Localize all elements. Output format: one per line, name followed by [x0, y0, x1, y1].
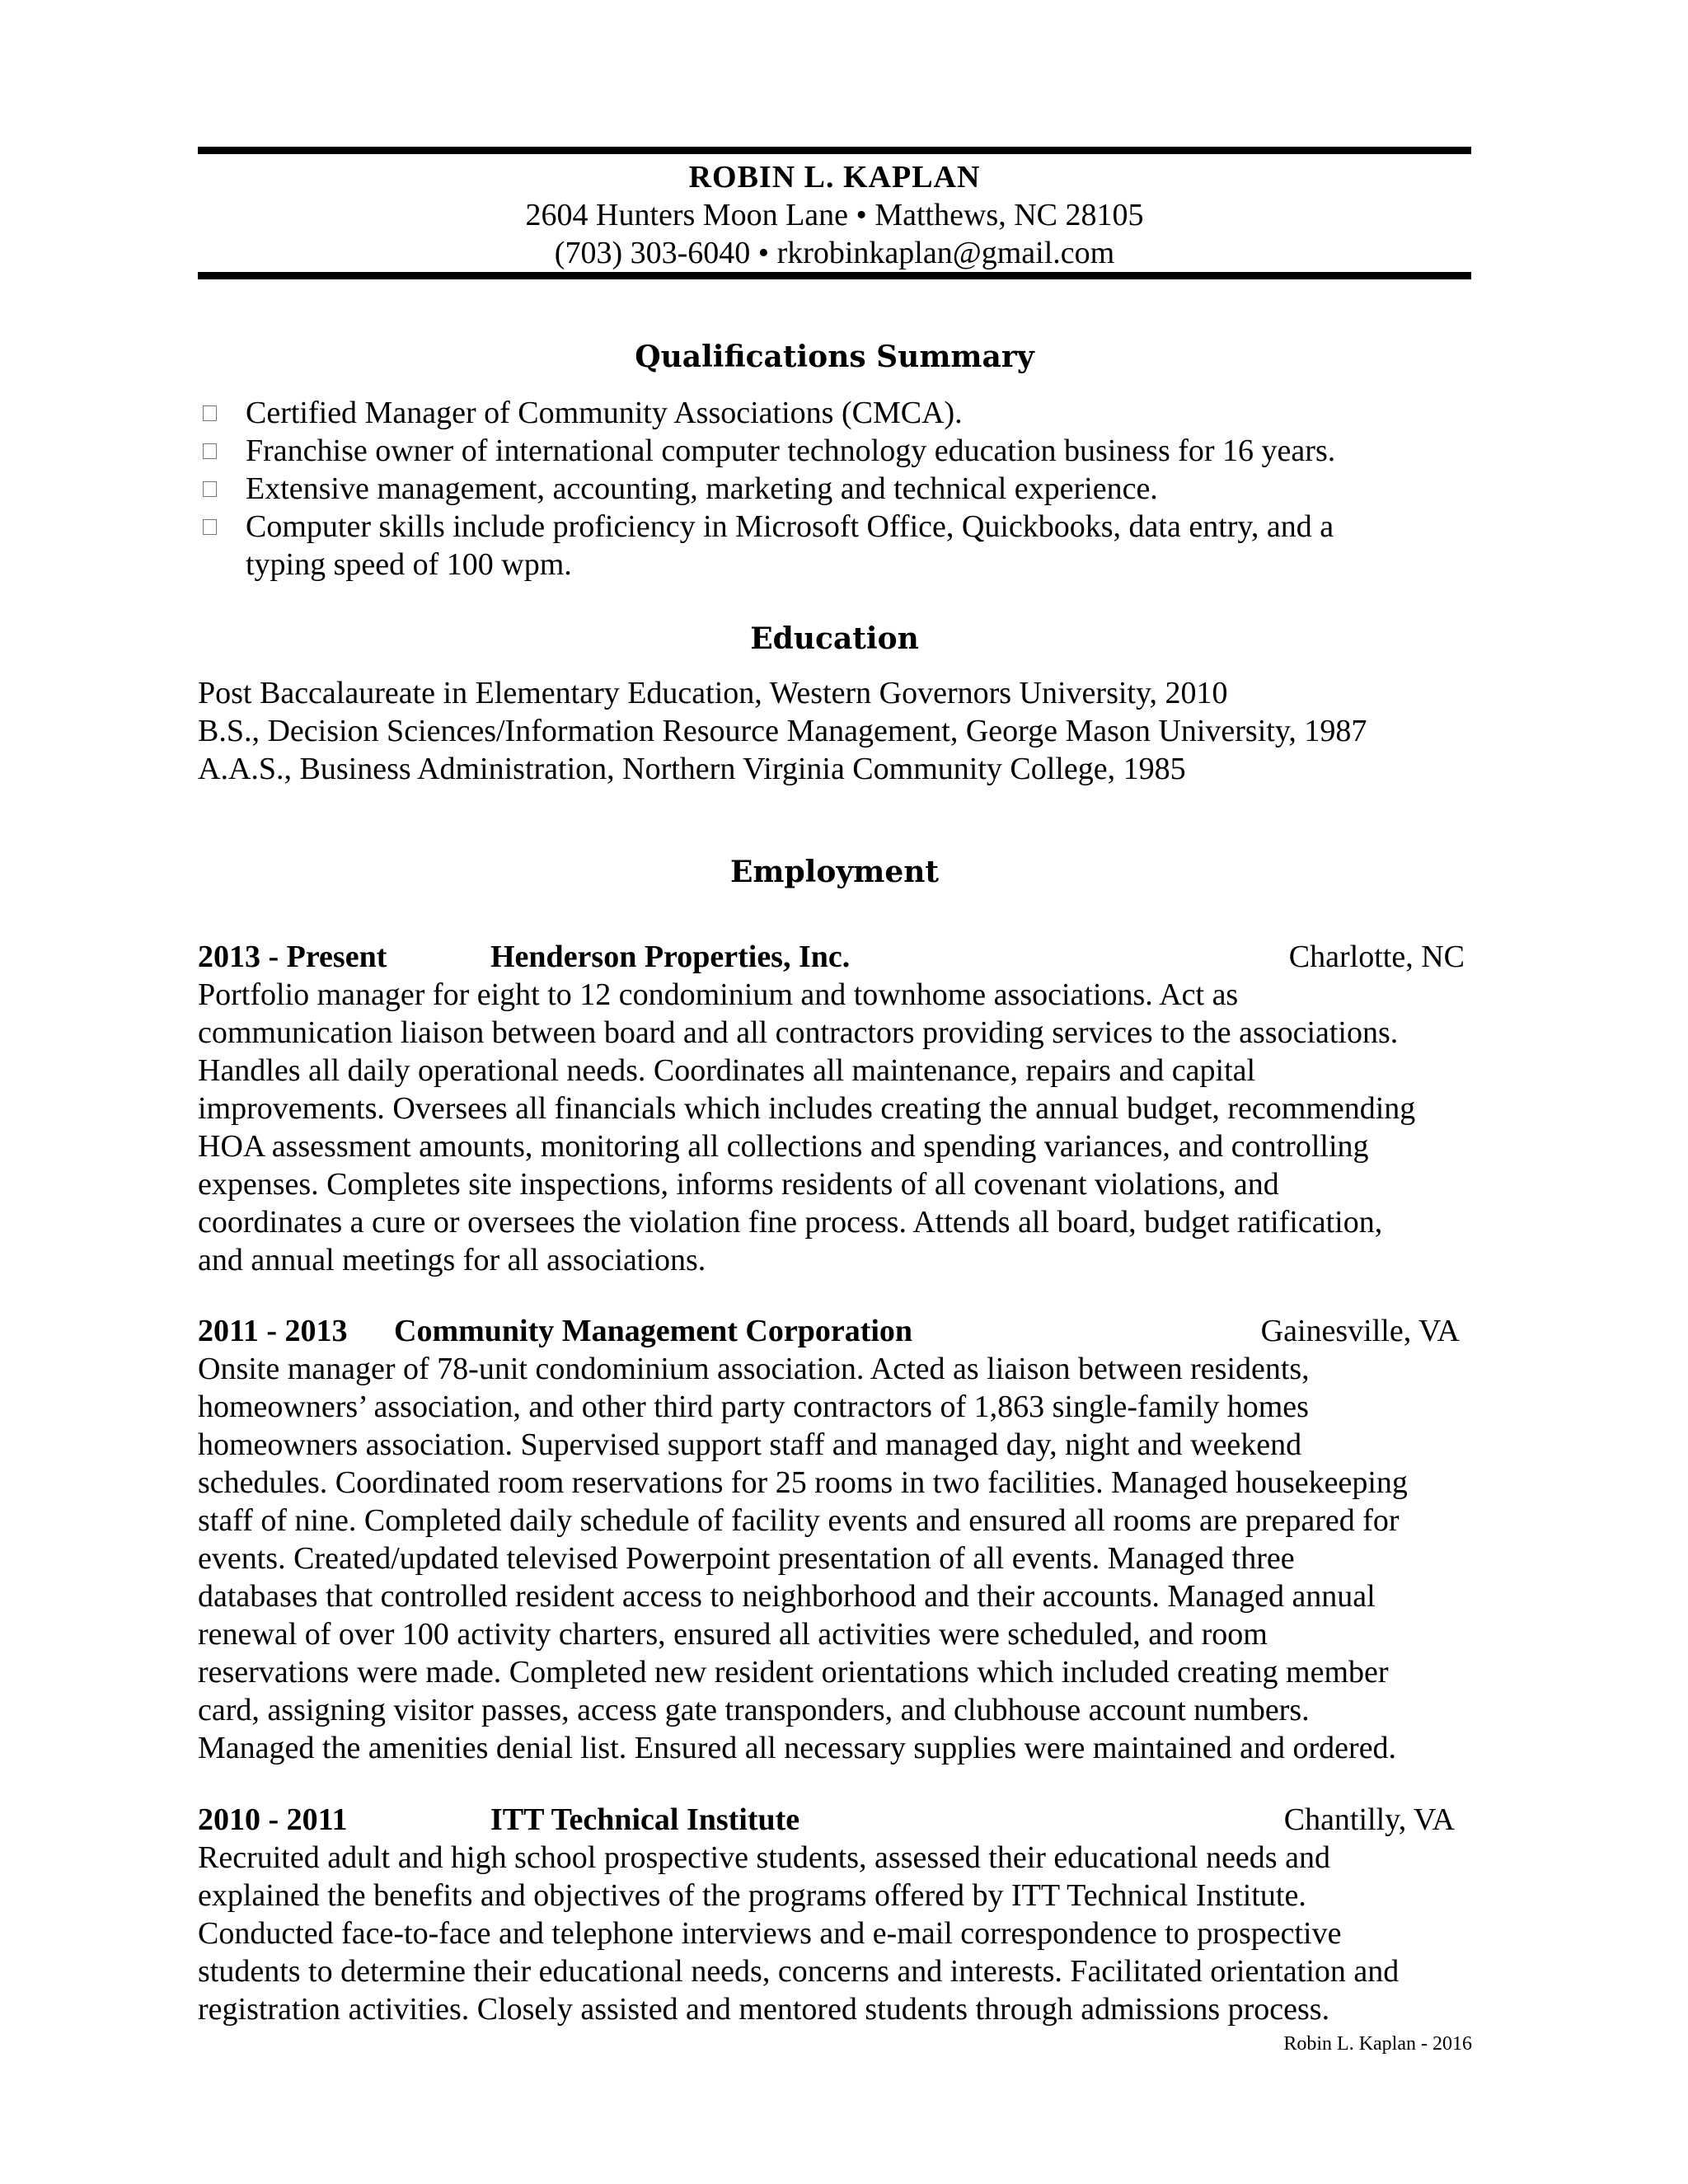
- qualifications-title: Qualifications Summary: [635, 340, 1034, 374]
- description-line: coordinates a cure or oversees the violation fine process. Attends all board, budget ratification,: [198, 1205, 1383, 1240]
- bullet-box-icon: [203, 481, 217, 497]
- description-line: schedules. Coordinated room reservations for 25 rooms in two facilities. Managed housekeeping: [198, 1465, 1408, 1500]
- description-line: Handles all daily operational needs. Coordinates all maintenance, repairs and capital: [198, 1053, 1256, 1088]
- description-line: Managed the amenities denial list. Ensured all necessary supplies were maintained and ordered.: [198, 1731, 1397, 1765]
- list-item: [198, 394, 1471, 432]
- qualifications-list: [198, 394, 1471, 583]
- bullet-box-icon: [203, 443, 217, 459]
- page-footer: Robin L. Kaplan - 2016: [1283, 2033, 1472, 2055]
- job-years: 2011 - 2013: [198, 1314, 348, 1348]
- job-company: ITT Technical Institute: [490, 1802, 800, 1837]
- header-bottom-rule: [198, 272, 1471, 279]
- job-description: [198, 1350, 1484, 1767]
- description-line: Conducted face-to-face and telephone interviews and e-mail correspondence to prospective: [198, 1916, 1342, 1951]
- qualification-text: Computer skills include proficiency in Microsoft Office, Quickbooks, data entry, and a typing speed of 100 wpm.: [246, 509, 1334, 582]
- applicant-name: ROBIN L. KAPLAN: [688, 160, 981, 194]
- description-line: HOA assessment amounts, monitoring all collections and spending variances, and controlling: [198, 1129, 1369, 1164]
- description-line: Portfolio manager for eight to 12 condominium and townhome associations. Act as: [198, 977, 1239, 1012]
- education-list: [198, 674, 1484, 788]
- description-line: students to determine their educational needs, concerns and interests. Facilitated orientation and: [198, 1954, 1400, 1989]
- bullet-box-icon: [203, 405, 217, 421]
- applicant-contact: (703) 303-6040 • rkrobinkaplan@gmail.com: [554, 236, 1115, 270]
- description-line: staff of nine. Completed daily schedule of facility events and ensured all rooms are prepared for: [198, 1503, 1400, 1538]
- job-years: 2013 - Present: [198, 940, 387, 974]
- job-location: Charlotte, NC: [1288, 940, 1465, 974]
- bullet-box-icon: [203, 519, 217, 535]
- job-company: Community Management Corporation: [394, 1314, 913, 1348]
- education-title: Education: [750, 621, 919, 656]
- job-location: Gainesville, VA: [1260, 1314, 1460, 1348]
- header-top-rule: [198, 147, 1471, 154]
- description-line: explained the benefits and objectives of the programs offered by ITT Technical Institute.: [198, 1878, 1306, 1913]
- description-line: and annual meetings for all associations.: [198, 1243, 706, 1277]
- employment-title: Employment: [729, 855, 940, 889]
- description-line: Onsite manager of 78-unit condominium association. Acted as liaison between residents,: [198, 1352, 1310, 1386]
- description-line: databases that controlled resident access to neighborhood and their accounts. Managed annual: [198, 1579, 1376, 1614]
- job-location: Chantilly, VA: [1283, 1802, 1455, 1837]
- job-header: [198, 938, 1471, 976]
- description-line: events. Created/updated televised Powerpoint presentation of all events. Managed three: [198, 1541, 1295, 1576]
- description-line: reservations were made. Completed new resident orientations which included creating member: [198, 1655, 1389, 1690]
- list-item: [198, 432, 1471, 470]
- education-line: Post Baccalaureate in Elementary Education, Western Governors University, 2010: [198, 676, 1228, 710]
- description-line: homeowners association. Supervised support staff and managed day, night and weekend: [198, 1427, 1302, 1462]
- description-line: homeowners’ association, and other third party contractors of 1,863 single-family homes: [198, 1390, 1309, 1424]
- list-item: [198, 470, 1471, 508]
- job-header: [198, 1801, 1471, 1839]
- description-line: Recruited adult and high school prospective students, assessed their educational needs and: [198, 1840, 1330, 1875]
- description-line: card, assigning visitor passes, access gate transponders, and clubhouse account numbers.: [198, 1693, 1310, 1727]
- job-description: [198, 976, 1484, 1279]
- education-line: A.A.S., Business Administration, Northern Virginia Community College, 1985: [198, 752, 1186, 786]
- description-line: registration activities. Closely assisted and mentored students through admissions process.: [198, 1992, 1330, 2027]
- education-line: B.S., Decision Sciences/Information Resource Management, George Mason University, 1987: [198, 714, 1367, 748]
- applicant-address: 2604 Hunters Moon Lane • Matthews, NC 28105: [525, 198, 1144, 232]
- job-company: Henderson Properties, Inc.: [490, 940, 851, 974]
- description-line: renewal of over 100 activity charters, ensured all activities were scheduled, and room: [198, 1617, 1268, 1652]
- job-description: [198, 1839, 1484, 2028]
- qualification-text: Certified Manager of Community Associations (CMCA).: [246, 396, 963, 430]
- qualification-text: Franchise owner of international computer technology education business for 16 years.: [246, 434, 1336, 468]
- description-line: expenses. Completes site inspections, informs residents of all covenant violations, and: [198, 1167, 1279, 1202]
- job-header: [198, 1312, 1471, 1350]
- qualification-text: Extensive management, accounting, marketing and technical experience.: [246, 471, 1158, 506]
- description-line: improvements. Oversees all financials which includes creating the annual budget, recommending: [198, 1091, 1416, 1126]
- job-years: 2010 - 2011: [198, 1802, 348, 1837]
- list-item: [198, 508, 1471, 583]
- description-line: communication liaison between board and all contractors providing services to the associations.: [198, 1015, 1399, 1050]
